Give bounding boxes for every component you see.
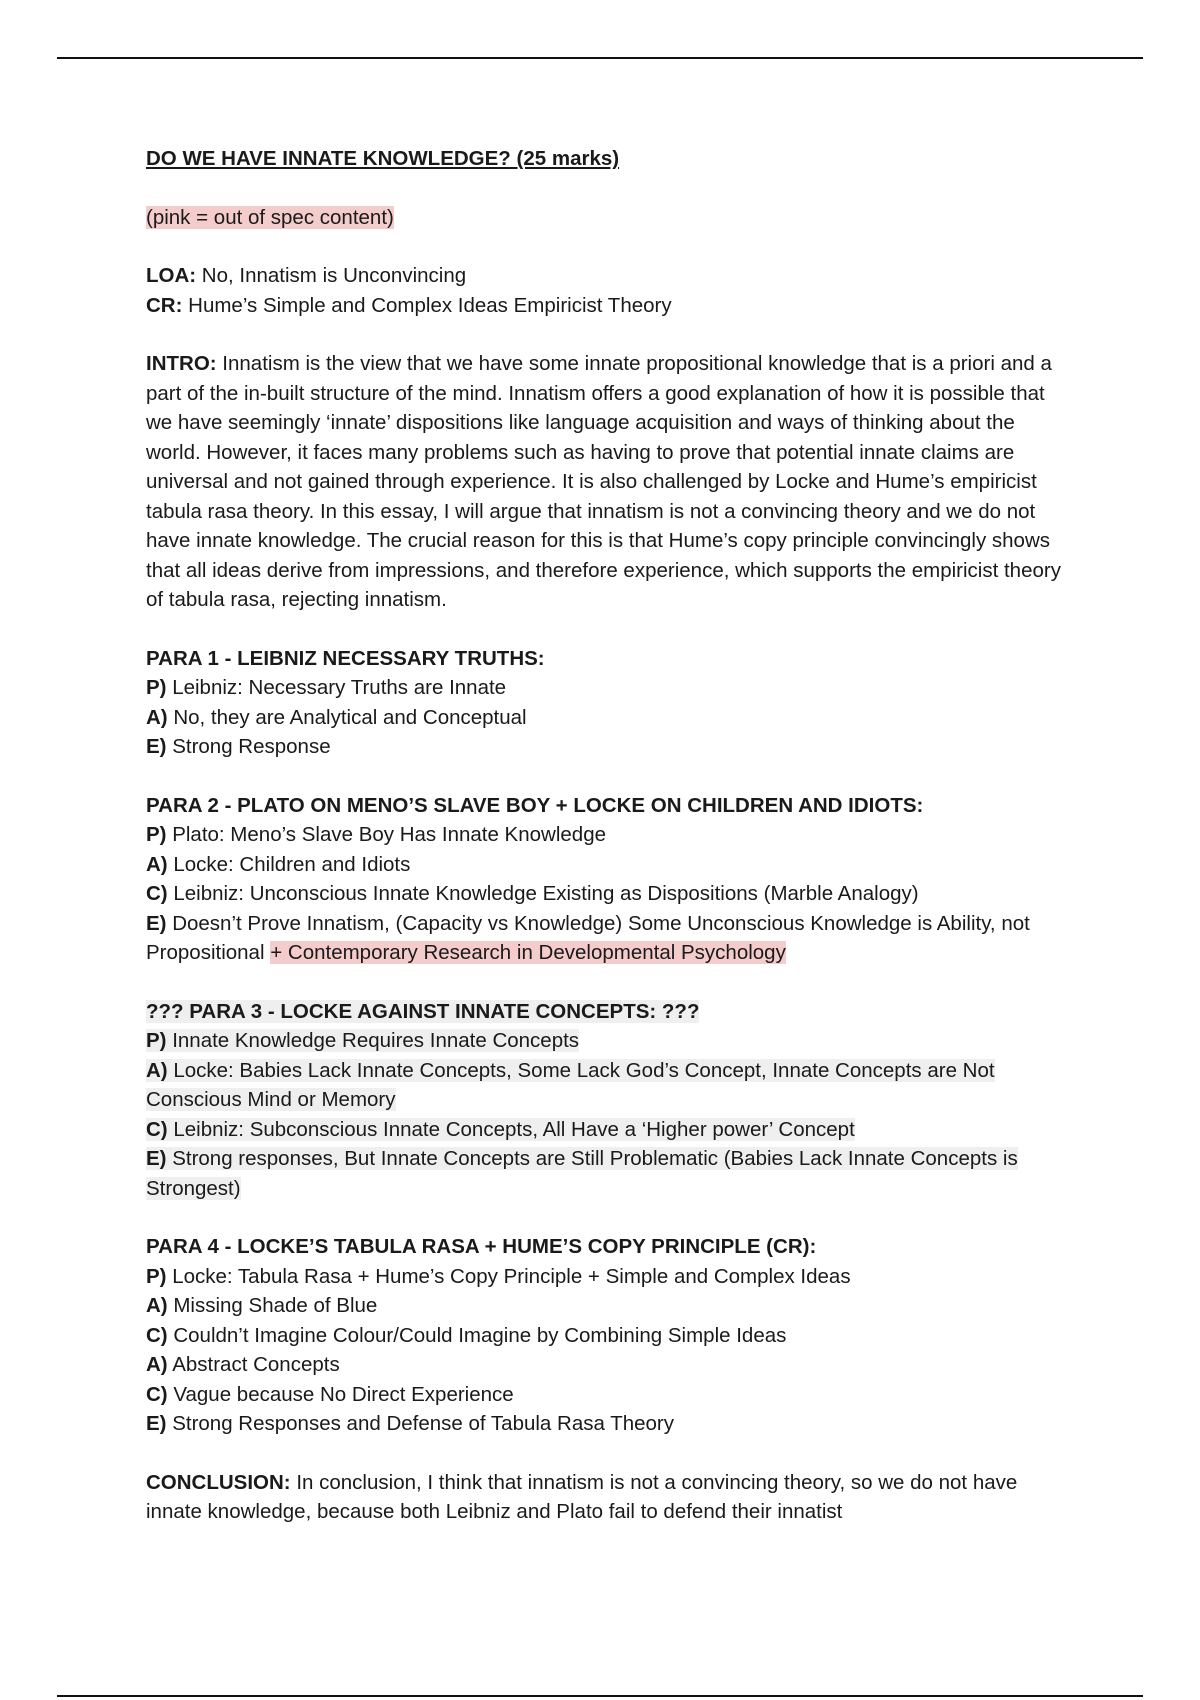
- para2-counter: [146, 879, 1066, 909]
- conclusion-text: In conclusion, I think that innatism is not a convincing theory, so we do not have innate knowledge, because both Leibniz and Plato fail to defend their innatist: [146, 1470, 1018, 1523]
- para4-analysis-2-text: Abstract Concepts: [167, 1353, 340, 1376]
- para4-evaluation-text: Strong Responses and Defense of Tabula Rasa Theory: [166, 1412, 675, 1435]
- para4-analysis-1-text: Missing Shade of Blue: [167, 1294, 378, 1317]
- para3-point: [146, 1026, 1066, 1056]
- cr-line: [146, 291, 1066, 321]
- para4-counter-1: [146, 1321, 1066, 1351]
- para3-evaluation-highlight: [146, 1147, 1018, 1200]
- para4-analysis-1: [146, 1291, 1066, 1321]
- para1-evaluation-label: E): [146, 735, 167, 758]
- para2-block: [146, 791, 1066, 968]
- para3-counter-text: Leibniz: Subconscious Innate Concepts, All Have a ‘Higher power’ Concept: [167, 1117, 855, 1141]
- para1-point-text: Leibniz: Necessary Truths are Innate: [166, 676, 507, 699]
- para3-heading-text: ??? PARA 3 - LOCKE AGAINST INNATE CONCEPTS: ???: [146, 999, 700, 1023]
- para2-evaluation: [146, 909, 1066, 968]
- para4-analysis-2-label: A): [146, 1353, 168, 1376]
- para4-point: [146, 1262, 1066, 1292]
- para4-counter-1-label: C): [146, 1323, 168, 1347]
- para4-evaluation: [146, 1409, 1066, 1439]
- para1-heading: PARA 1 - LEIBNIZ NECESSARY TRUTHS:: [146, 646, 545, 670]
- para2-analysis-text: Locke: Children and Idiots: [167, 852, 411, 876]
- para3-analysis-text: Locke: Babies Lack Innate Concepts, Some Lack God’s Concept, Innate Concepts are Not Conscious Mind or Memory: [146, 1058, 995, 1111]
- para4-analysis-2: [146, 1350, 1066, 1380]
- para4-heading: PARA 4 - LOCKE’S TABULA RASA + HUME’S COPY PRINCIPLE (CR):: [146, 1235, 817, 1258]
- para3-heading: [146, 997, 1066, 1027]
- para1-evaluation-text: Strong Response: [166, 735, 331, 758]
- para1-analysis-label: A): [146, 705, 168, 729]
- essay-title: DO WE HAVE INNATE KNOWLEDGE? (25 marks): [146, 147, 620, 170]
- para3-point-highlight: [146, 1029, 579, 1052]
- para2-counter-label: C): [146, 882, 168, 905]
- para1-analysis-text: No, they are Analytical and Conceptual: [167, 705, 527, 729]
- para1-point: [146, 673, 1066, 703]
- para4-point-text: Locke: Tabula Rasa + Hume’s Copy Principle + Simple and Complex Ideas: [166, 1264, 851, 1288]
- loa-label: LOA:: [146, 264, 197, 287]
- para3-analysis-highlight: [146, 1059, 995, 1112]
- para3-point-label: P): [146, 1029, 167, 1052]
- para3-point-text: Innate Knowledge Requires Innate Concepts: [166, 1029, 580, 1052]
- cr-label: CR:: [146, 293, 183, 317]
- conclusion-paragraph: [146, 1468, 1066, 1527]
- intro-label: INTRO:: [146, 352, 217, 375]
- document-body: [146, 144, 1066, 1527]
- top-rule: [57, 57, 1143, 59]
- para4-block: [146, 1232, 1066, 1439]
- para4-analysis-1-label: A): [146, 1294, 168, 1317]
- intro-paragraph: [146, 349, 1066, 615]
- para4-evaluation-label: E): [146, 1412, 167, 1435]
- para3-counter-highlight: [146, 1118, 855, 1141]
- para1-analysis: [146, 703, 1066, 733]
- para4-counter-2: [146, 1380, 1066, 1410]
- para3-evaluation-text: Strong responses, But Innate Concepts are Still Problematic (Babies Lack Innate Concepts is Strongest): [146, 1147, 1018, 1200]
- cr-text: Hume’s Simple and Complex Ideas Empiricist Theory: [182, 293, 672, 317]
- para4-counter-1-text: Couldn’t Imagine Colour/Could Imagine by Combining Simple Ideas: [167, 1323, 787, 1347]
- para3-analysis: [146, 1056, 1066, 1115]
- intro-text: Innatism is the view that we have some innate propositional knowledge that is a priori and a part of the in-built structure of the mind. Innatism offers a good explanation of how it is possible that we have seemingly ‘innate’ dispositions like language acquisition and ways of thinking about the world. However, it faces many problems such as having to prove that potential innate claims are universal and not gained through experience. It is also challenged by Locke and Hume’s empiricist tabula rasa theory. In this essay, I will argue that innatism is not a convincing theory and we do not have innate knowledge. The crucial reason for this is that Hume’s copy principle convincingly shows that all ideas derive from impressions, and therefore experience, which supports the empiricist theory of tabula rasa, rejecting innatism.: [146, 352, 1061, 611]
- para2-point-text: Plato: Meno’s Slave Boy Has Innate Knowledge: [166, 823, 606, 846]
- para2-counter-text: Leibniz: Unconscious Innate Knowledge Existing as Dispositions (Marble Analogy): [167, 882, 919, 905]
- para2-heading: PARA 2 - PLATO ON MENO’S SLAVE BOY + LOCKE ON CHILDREN AND IDIOTS:: [146, 793, 924, 817]
- para2-analysis-label: A): [146, 852, 168, 876]
- para1-point-label: P): [146, 676, 167, 699]
- para1-block: [146, 644, 1066, 762]
- para2-analysis: [146, 850, 1066, 880]
- conclusion-label: CONCLUSION:: [146, 1470, 291, 1494]
- para3-analysis-label: A): [146, 1058, 168, 1082]
- spec-note: [146, 203, 1066, 233]
- para2-point-label: P): [146, 823, 167, 846]
- para3-evaluation-label: E): [146, 1147, 167, 1170]
- para2-out-of-spec-highlight: + Contemporary Research in Developmental Psychology: [270, 941, 786, 964]
- para4-counter-2-label: C): [146, 1382, 168, 1406]
- para3-block: [146, 997, 1066, 1204]
- loa-line: [146, 261, 1066, 291]
- spec-note-highlight: (pink = out of spec content): [146, 205, 394, 229]
- bottom-rule: [57, 1695, 1143, 1697]
- loa-cr-block: [146, 261, 1066, 320]
- para4-counter-2-text: Vague because No Direct Experience: [167, 1382, 514, 1406]
- para2-point: [146, 820, 1066, 850]
- para2-evaluation-text: Doesn’t Prove Innatism, (Capacity vs Knowledge) Some Unconscious Knowledge is Ability, not Propositional: [146, 911, 1030, 964]
- para1-evaluation: [146, 732, 1066, 762]
- para3-counter-label: C): [146, 1117, 168, 1141]
- para2-evaluation-label: E): [146, 911, 167, 935]
- para3-evaluation: [146, 1144, 1066, 1203]
- para3-counter: [146, 1115, 1066, 1145]
- para4-point-label: P): [146, 1264, 167, 1288]
- loa-text: No, Innatism is Unconvincing: [196, 264, 467, 287]
